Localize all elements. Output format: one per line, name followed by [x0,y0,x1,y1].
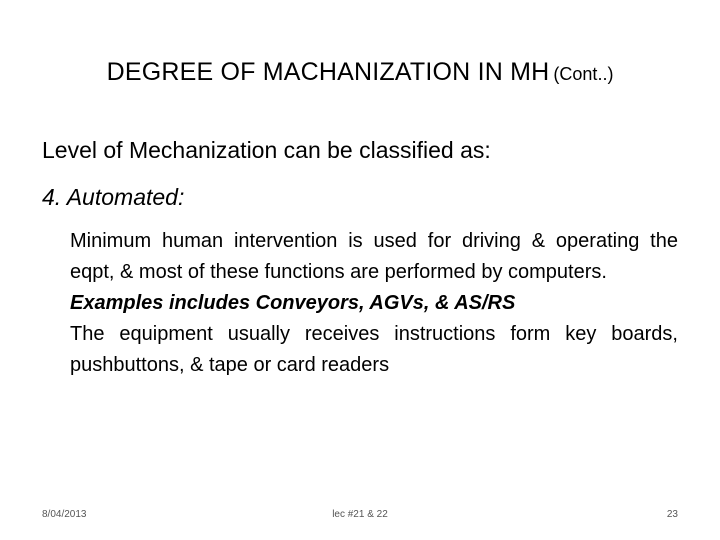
body-block [70,226,678,381]
slide-title-main: DEGREE OF MACHANIZATION IN MH [106,58,550,86]
paragraph-description: Minimum human intervention is used for driving & operating the eqpt, & most of these functions are performed by computers. [70,230,678,283]
footer-page-number: 23 [666,509,678,520]
slide-title [0,52,720,96]
paragraph-instructions: The equipment usually receives instructions form key boards, pushbuttons, & tape or card readers [70,323,678,376]
examples-text: Examples includes Conveyors, AGVs, & AS/RS [70,292,516,314]
footer-date: 8/04/2013 [42,509,87,520]
section-heading: 4. Automated: [42,184,185,210]
slide-title-suffix: (Cont..) [553,64,614,84]
intro-text: Level of Mechanization can be classified as: [42,137,491,163]
footer-lecture: lec #21 & 22 [332,509,388,520]
